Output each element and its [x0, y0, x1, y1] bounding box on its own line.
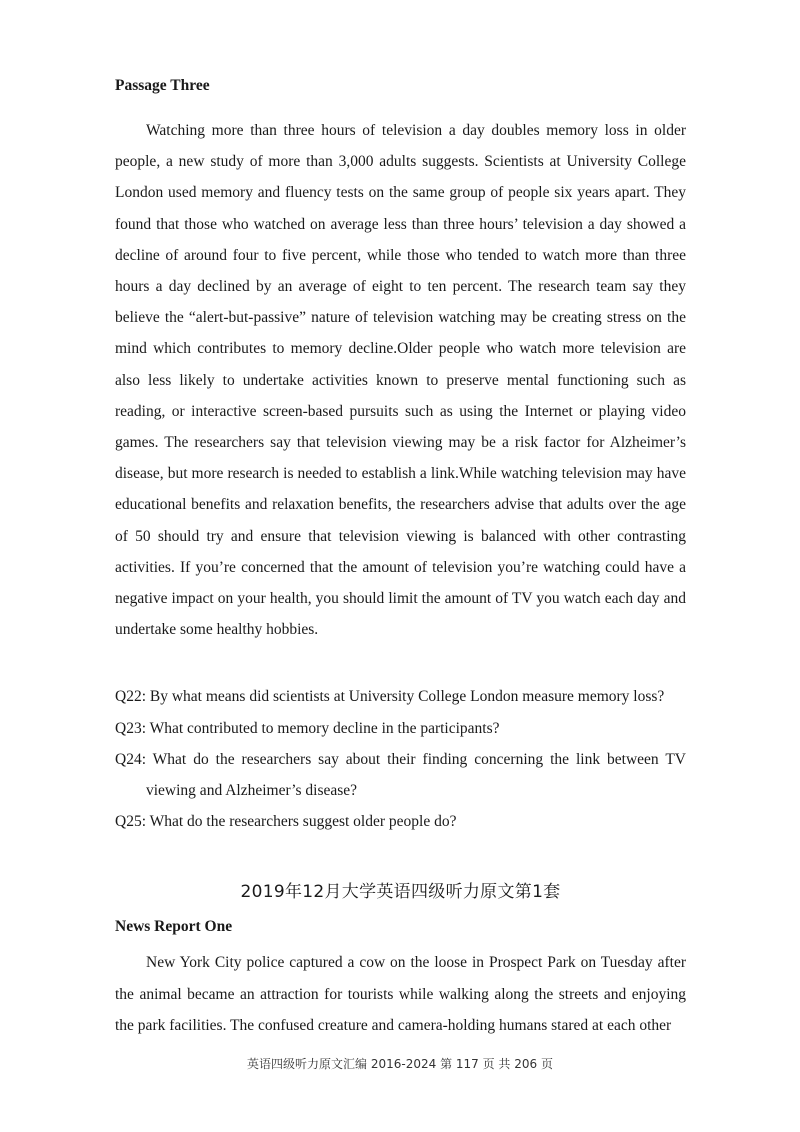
question-item: Q22: By what means did scientists at University College London measure memory loss?	[115, 688, 665, 706]
passage-paragraph: Watching more than three hours of television a day doubles memory loss in older people, a new study of more than 3,000 adults suggests. Scientists at University College London used memory and fluency tests on the same group of people six years apart. They found that those who watched on average less than three hours’ television a day showed a decline of around four to five percent, while those who tended to watch more than three hours a day declined by an average of eight to ten percent. The research team say they believe the “alert-but-passive” nature of television watching may be creating stress on the mind which contributes to memory decline.Older people who watch more television are also less likely to undertake activities known to preserve mental functioning such as reading, or interactive screen-based pursuits such as using the Internet or playing video games. The researchers say that television viewing may be a risk factor for Alzheimer’s disease, but more research is needed to establish a link.While watching television may have educational benefits and relaxation benefits, the researchers advise that adults over the age of 50 should try and ensure that television viewing is balanced with other contrasting activities. If you’re concerned that the amount of television you’re watching could have a negative impact on your health, you should limit the amount of TV you watch each day and undertake some healthy hobbies.	[115, 122, 686, 639]
page-footer	[0, 1055, 800, 1072]
document-page	[115, 70, 686, 1041]
news-report-paragraph: New York City police captured a cow on the loose in Prospect Park on Tuesday after the animal became an attraction for tourists while walking along the streets and enjoying the park facilities. The confused creature and camera-holding humans stared at each other	[115, 954, 686, 1034]
question-item: Q23: What contributed to memory decline in the participants?	[115, 719, 500, 737]
question-list	[115, 681, 686, 837]
question-item: Q25: What do the researchers suggest older people do?	[115, 813, 457, 831]
news-report-heading: News Report One	[115, 918, 233, 936]
footer-page-number: 第 117 页 共 206 页	[440, 1057, 553, 1071]
passage-heading: Passage Three	[115, 77, 210, 94]
question-item: Q24: What do the researchers say about their finding concerning the link between TV viewing and Alzheimer’s disease?	[115, 750, 686, 800]
section-title: 2019年12月大学英语四级听力原文第1套	[240, 882, 561, 903]
footer-collection: 英语四级听力原文汇编 2016-2024	[247, 1057, 437, 1071]
